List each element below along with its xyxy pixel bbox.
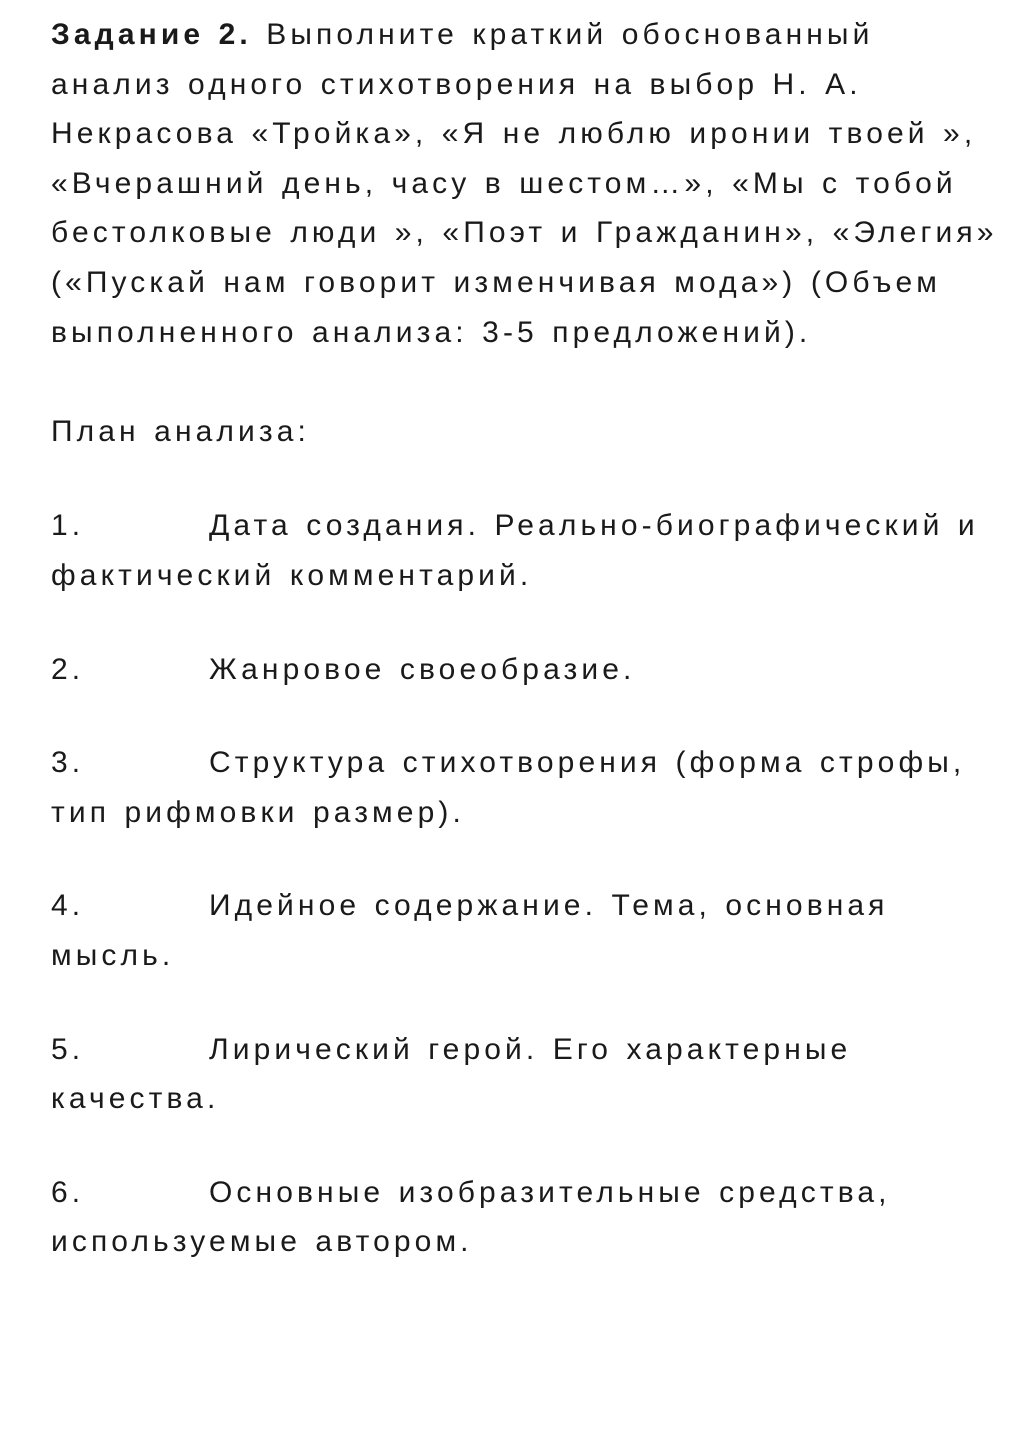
plan-list: [51, 501, 1001, 1267]
plan-item: [51, 881, 1001, 980]
plan-title: План анализа:: [51, 414, 310, 448]
task-paragraph: [51, 10, 1001, 357]
plan-item-text: Дата создания. Реально-биографический и фактический комментарий.: [51, 509, 979, 592]
plan-item-number: 2.: [51, 652, 85, 686]
plan-item: [51, 645, 1001, 695]
plan-item-text: Лирический герой. Его характерные качества.: [51, 1032, 852, 1116]
plan-item-number: 5.: [51, 1032, 85, 1066]
task-label: Задание 2.: [51, 18, 252, 51]
plan-item: [51, 738, 1001, 837]
plan-item: [51, 1168, 1001, 1267]
plan-item: [51, 501, 1001, 600]
plan-item-number: 4.: [51, 889, 85, 923]
plan-item-number: 3.: [51, 746, 85, 780]
plan-item-text: Основные изобразительные средства, используемые автором.: [51, 1175, 891, 1259]
document-page: [51, 10, 1001, 1267]
plan-item-number: 6.: [51, 1175, 85, 1209]
plan-item: [51, 1025, 1001, 1124]
task-text: Выполните краткий обоснованный анализ одного стихотворения на выбор Н. А. Некрасова «Тройка», «Я не люблю иронии твоей », «Вчерашний день, часу в шестом…», «Мы с тобой бестолковые люди », «Поэт и Гражданин», «Элегия» («Пускай нам говорит изменчивая мода») (Объем выполненного анализа: 3-5 предложений).: [51, 18, 998, 349]
plan-item-text: Структура стихотворения (форма строфы, тип рифмовки размер).: [51, 746, 966, 829]
plan-item-number: 1.: [51, 509, 85, 543]
plan-item-text: Жанровое своеобразие.: [209, 652, 636, 686]
plan-item-text: Идейное содержание. Тема, основная мысль.: [51, 889, 889, 972]
